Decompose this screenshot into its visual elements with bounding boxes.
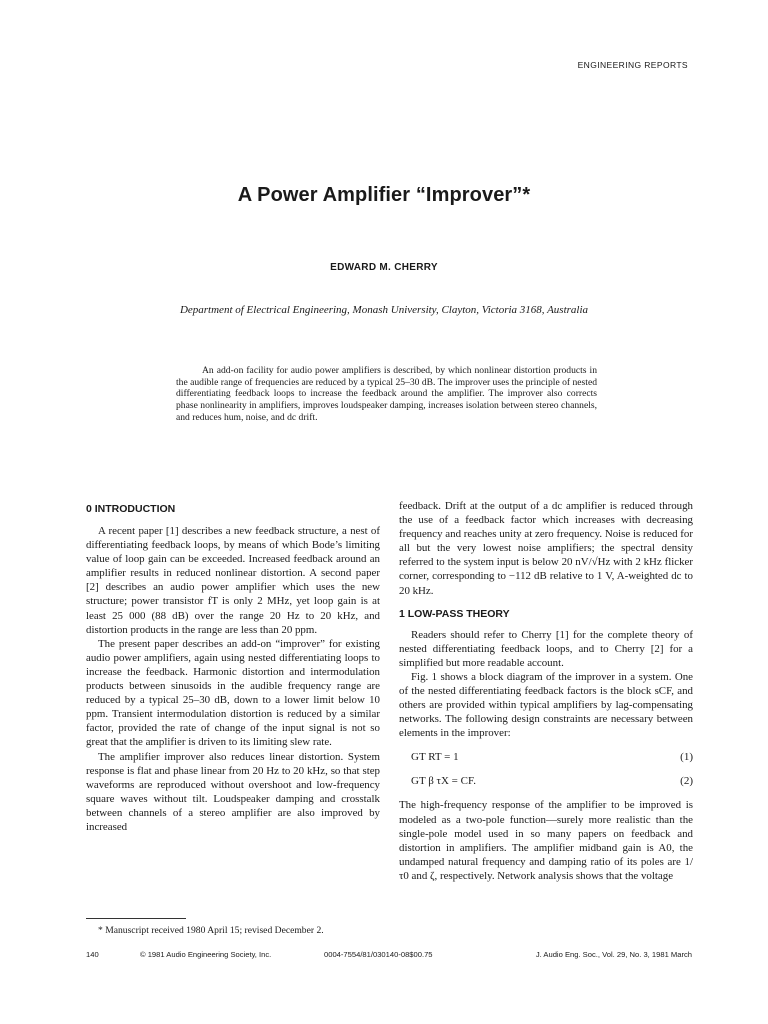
paper-title: A Power Amplifier “Improver”* — [237, 184, 531, 206]
article-code: 0004-7554/81/030140-08$00.75 — [324, 950, 433, 959]
intro-paragraph-2: The present paper describes an add-on “improver” for existing audio power amplifiers, again using nested differentiating loops to increase the feedback. Harmonic distortion and intermodulation products between sinusoids in the audible frequency range are reduced by a typical 25–30 dB, down to a lower limit below 10 ppm. Transient intermodulation distortion is reduced by a similar factor, provided the rate of change of the input signal is not so great that the amplifier is driven to its limiting slew rate. — [86, 637, 380, 749]
copyright-notice: © 1981 Audio Engineering Society, Inc. — [140, 950, 272, 959]
abstract: An add-on facility for audio power amplifiers is described, by which nonlinear distortion products in the audible range of frequencies are reduced by a typical 25–30 dB. The improver uses the principle of nested differentiating feedback loops to increase the feedback around the amplifier. The improver also corrects phase nonlinearity in amplifiers, improves loudspeaker damping, increases isolation between stereo channels, and reduces hum, noise, and dc drift. — [176, 365, 597, 423]
equation-2 — [399, 774, 693, 788]
intro-paragraph-continued: feedback. Drift at the output of a dc amplifier is reduced through the use of a feedback factor which increases with decreasing frequency and reaches unity at zero frequency. Noise is reduced for all but the very lowest noise amplifiers; the spectral density referred to the system input is below 20 nV/√Hz with 2 kHz flicker corner, corresponding to −112 dB relative to 1 V, A-weighted dc to 20 kHz. — [399, 500, 693, 597]
equation-2-number: (2) — [680, 775, 693, 788]
intro-paragraph-1: A recent paper [1] describes a new feedback structure, a nest of differentiating feedback loops, by means of which Bode’s limiting value of loop gain can be exceeded. Increased feedback around an amplifier results in reduced nonlinear distortion. A second paper [2] describes an audio power amplifier which uses the new structure; power transistor fT is only 2 MHz, yet loop gain is at least 25 000 (88 dB) over the range 20 Hz to 20 kHz, and distortion products in the range are less than 20 ppm. — [86, 525, 380, 636]
page-number: 140 — [86, 950, 99, 959]
equation-1-expression: GT RT = 1 — [411, 751, 459, 764]
section-heading-introduction: 0 INTRODUCTION — [86, 503, 176, 515]
author-affiliation: Department of Electrical Engineering, Monash University, Clayton, Victoria 3168, Australia — [179, 304, 589, 316]
theory-paragraph-3: The high-frequency response of the amplifier to be improved is modeled as a two-pole function—surely more realistic than the single-pole model used in so many papers on feedback and distortion in amplifiers. The amplifier midband gain is A0, the undamped natural frequency and damping ratio of its poles are 1/τ0 and ζ, respectively. Network analysis shows that the voltage — [399, 799, 693, 882]
manuscript-footnote: * Manuscript received 1980 April 15; revised December 2. — [98, 925, 324, 936]
equation-1-number: (1) — [680, 751, 693, 764]
footnote-divider — [86, 918, 186, 919]
theory-paragraph-1: Readers should refer to Cherry [1] for the complete theory of nested differentiating feedback loops, and to Cherry [2] for a simplified but more readable account. — [399, 628, 693, 669]
intro-paragraph-3: The amplifier improver also reduces linear distortion. System response is flat and phase linear from 20 Hz to 20 kHz, so that step waveforms are reproduced without overshoot and low-frequency square waves without tilt. Loudspeaker damping and crosstalk between channels of a stereo amplifier are also improved by increased — [86, 750, 380, 833]
right-column — [399, 499, 693, 883]
running-head: ENGINEERING REPORTS — [577, 60, 688, 70]
journal-citation: J. Audio Eng. Soc., Vol. 29, No. 3, 1981 March — [535, 950, 692, 959]
author-name: EDWARD M. CHERRY — [330, 262, 438, 273]
left-column — [86, 499, 380, 834]
section-heading-low-pass-theory: 1 LOW-PASS THEORY — [399, 607, 510, 620]
theory-paragraph-2: Fig. 1 shows a block diagram of the improver in a system. One of the nested differentiating feedback factors is the block sCF, and others are provided within typical amplifiers by lag-compensating networks. The following design constraints are necessary between elements in the improver: — [399, 670, 693, 740]
equation-2-expression: GT β τX = CF. — [411, 775, 476, 788]
equation-1 — [399, 750, 693, 764]
